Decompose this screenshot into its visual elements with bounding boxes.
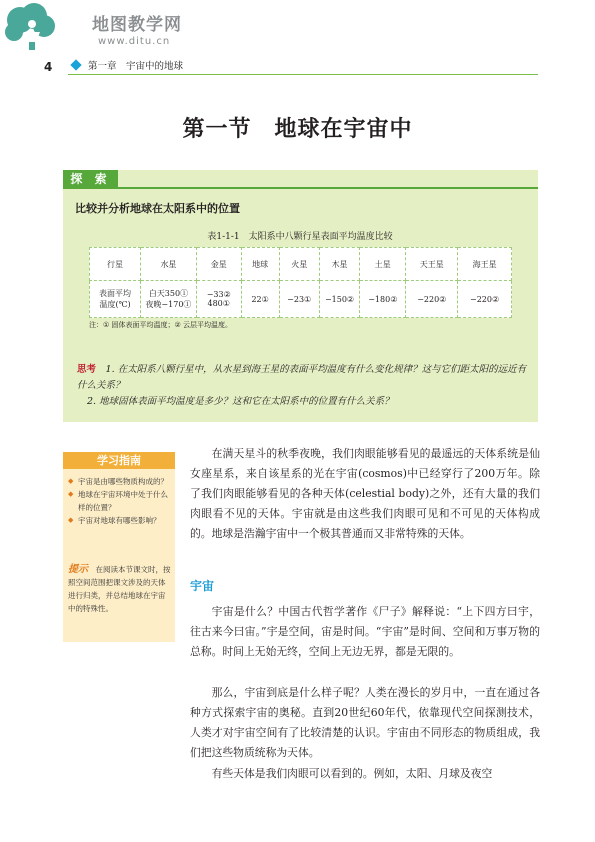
list-item: [68, 475, 172, 488]
think-question-2: 2. 地球固体表面平均温度是多少？这和它在太阳系中的位置有什么关系？: [87, 396, 394, 407]
table-row: [90, 248, 512, 281]
body-paragraph-3: [190, 683, 540, 763]
header-rule: [68, 74, 538, 75]
study-guide-list: [68, 475, 172, 527]
diamond-bullet-icon: ◆: [68, 490, 74, 498]
temperature-cell: 22①: [241, 281, 279, 318]
study-hint: [68, 563, 172, 615]
temperature-cell: −220②: [406, 281, 458, 318]
body-paragraph-1: [190, 444, 540, 544]
row-header-line: 温度(℃): [99, 300, 131, 309]
diamond-bullet-icon: ◆: [68, 516, 74, 524]
paragraph-text: 那么，宇宙到底是什么样子呢？人类在漫长的岁月中，一直在通过各种方式探索宇宙的奥秘。直到20世纪60年代，依靠现代空间探测技术，人类才对宇宙空间有了比较清楚的认识。宇宙由不同形态的物质组成，我们把这些物质统称为天体。: [190, 686, 540, 759]
watermark-brand: 地图教学网: [92, 15, 182, 35]
planet-cell: 土星: [360, 248, 406, 281]
temp-surface: 480①: [207, 299, 230, 308]
temperature-cell: [141, 281, 197, 318]
temperature-cell: −220②: [458, 281, 512, 318]
planet-cell: 海王星: [458, 248, 512, 281]
watermark-url: www.ditu.cn: [98, 36, 171, 47]
planet-cell: 木星: [319, 248, 359, 281]
header-diamond-icon: [70, 59, 81, 70]
temperature-cell: −150②: [319, 281, 359, 318]
planet-temperature-table: [89, 247, 512, 318]
hint-text: 在阅读本节课文时，按照空间范围把课文涉及的天体进行归类，并总结地球在宇宙中的特殊性。: [68, 565, 171, 613]
page-number: 4: [44, 60, 53, 74]
table-note: 注：① 固体表面平均温度；② 云层平均温度。: [89, 321, 233, 329]
body-paragraph-2: [190, 602, 540, 662]
section-title: 第一节 地球在宇宙中: [182, 117, 413, 142]
list-item: [68, 514, 172, 527]
temperature-cell: −180②: [360, 281, 406, 318]
paragraph-text: 有些天体是我们肉眼可以看到的。例如，太阳、月球及夜空: [211, 767, 493, 780]
paragraph-text: 在满天星斗的秋季夜晚，我们肉眼能够看见的最遥远的天体系统是仙女座星系，来自该星系的光在宇宙(cosmos)中已经穿行了200万年。除了我们肉眼能够看见的各种天体(celestial body)之外，还有大量的我们肉眼看不见的天体。宇宙就是由这些我们肉眼可见和不可见的天体构成的。地球是浩瀚宇宙中一个极其普通而又非常特殊的天体。: [190, 447, 540, 540]
temperature-cell: −23①: [279, 281, 319, 318]
guide-item-text: 宇宙对地球有哪些影响？: [78, 516, 161, 525]
think-q1-text: 1. 在太阳系八颗行星中，从水星到海王星的表面平均温度有什么变化规律？这与它们距太阳的远近有什么关系？: [77, 364, 527, 391]
planet-cell: 天王星: [406, 248, 458, 281]
list-item: [68, 488, 172, 514]
explore-heading: 比较并分析地球在太阳系中的位置: [75, 202, 240, 215]
subheading-universe: 宇宙: [190, 579, 215, 593]
row-header-line: 表面平均: [99, 289, 132, 298]
explore-rule: [63, 187, 538, 189]
planet-cell: 火星: [279, 248, 319, 281]
body-paragraph-4: [190, 764, 540, 784]
planet-cell: 水星: [141, 248, 197, 281]
watermark-logo-icon: [2, 2, 58, 52]
table-caption: 表1-1-1 太阳系中八颗行星表面平均温度比较: [207, 232, 393, 242]
temp-day: 白天350①: [148, 289, 189, 298]
think-label: 思考: [77, 364, 97, 375]
guide-item-text: 地球在宇宙环境中处于什么样的位置？: [78, 490, 168, 512]
temp-night: 夜晚−170①: [145, 300, 192, 309]
diamond-bullet-icon: ◆: [68, 477, 74, 485]
planet-cell: 金星: [196, 248, 241, 281]
paragraph-text: 宇宙是什么？中国古代哲学著作《尸子》解释说：“上下四方曰宇，往古来今曰宙。”宇是空间，宙是时间。“宇宙”是时间、空间和万事万物的总称。时间上无始无终，空间上无边无界，都是无限的。: [190, 605, 540, 658]
think-question-1: [77, 362, 527, 394]
think-questions: [77, 362, 527, 410]
study-guide-title: 学习指南: [63, 452, 175, 469]
guide-item-text: 宇宙是由哪些物质构成的？: [78, 477, 168, 486]
explore-tab: 探 索: [63, 170, 118, 188]
temp-cloud: −33②: [206, 290, 231, 299]
temperature-cell: [196, 281, 241, 318]
row-header-temperature: [90, 281, 141, 318]
chapter-header: 第一章 宇宙中的地球: [88, 61, 184, 72]
table-row: [90, 281, 512, 318]
hint-label: 提示: [68, 564, 88, 575]
row-header-planet: 行星: [90, 248, 141, 281]
planet-cell: 地球: [241, 248, 279, 281]
